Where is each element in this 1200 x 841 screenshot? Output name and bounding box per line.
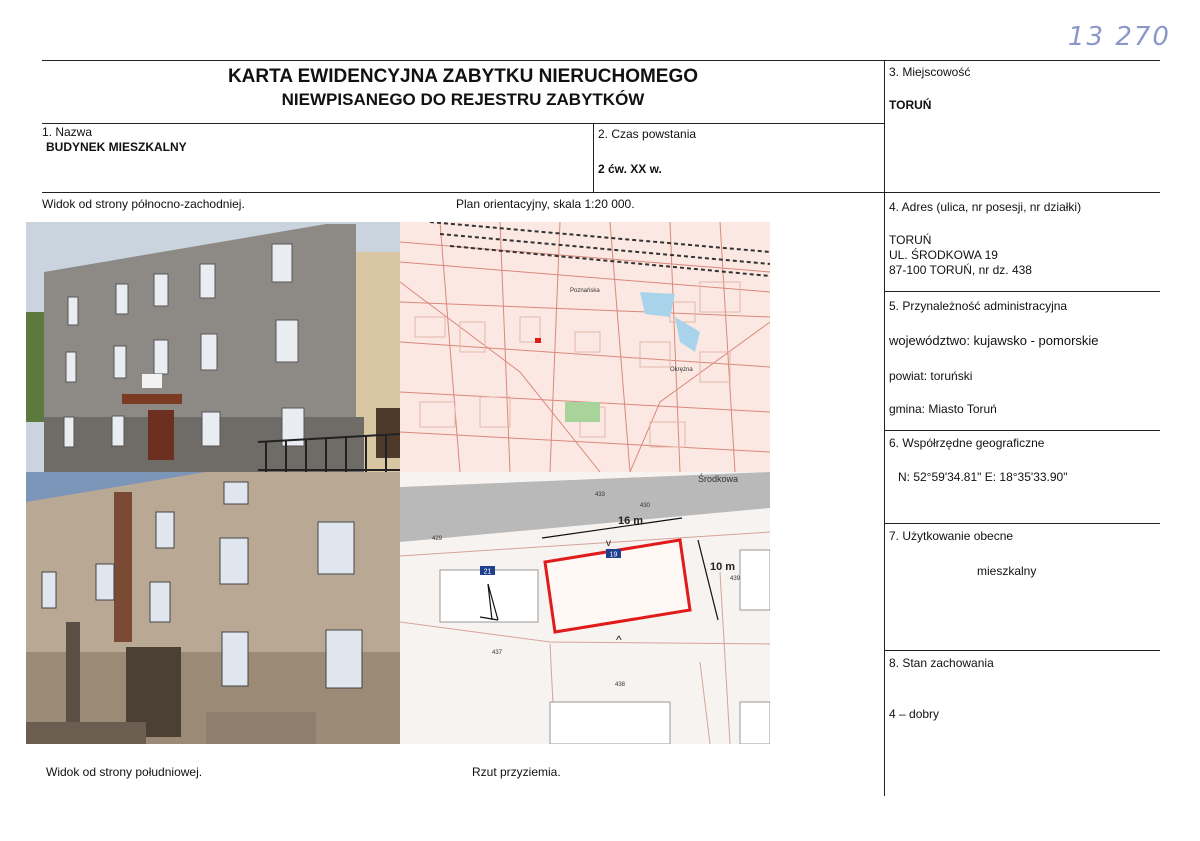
address-label: 4. Adres (ulica, nr posesji, nr działki) [889, 200, 1082, 214]
time-label: 2. Czas powstania [598, 127, 697, 141]
top-rule [42, 60, 1160, 61]
time-value: 2 ćw. XX w. [598, 162, 662, 176]
caption-view-south: Widok od strony południowej. [46, 765, 203, 779]
parcel-label-437: 437 [492, 650, 503, 656]
card-title-line2: NIEWPISANEGO DO REJESTRU ZABYTKÓW [281, 90, 645, 109]
admin-label: 5. Przynależność administracyjna [889, 299, 1068, 313]
photo-northwest-view [26, 222, 400, 472]
parcel-label-438: 438 [615, 682, 626, 688]
street-label: Środkowa [698, 474, 739, 484]
parcel-label-429: 429 [432, 536, 443, 542]
caption-ground-plan: Rzut przyziemia. [472, 765, 561, 779]
use-label: 7. Użytkowanie obecne [889, 529, 1014, 543]
geo-value: N: 52°59'34.81" E: 18°35'33.90" [898, 470, 1068, 484]
parcel-label-433: 433 [595, 492, 606, 498]
neighbor-house-number: 21 [483, 568, 492, 576]
card-title-line1: KARTA EWIDENCYJNA ZABYTKU NIERUCHOMEGO [227, 66, 699, 87]
rule-after-address [884, 291, 1160, 292]
address-line-postal: 87-100 TORUŃ, nr dz. 438 [889, 263, 1032, 277]
parcel-label-430: 430 [640, 503, 651, 509]
width-dimension-label: 16 m [618, 515, 644, 527]
commune-value: gmina: Miasto Toruń [889, 402, 997, 416]
map-street-label-poznanska: Poznańska [570, 288, 600, 294]
depth-dimension-label: 10 m [710, 561, 736, 573]
caption-location-plan: Plan orientacyjny, skala 1:20 000. [456, 197, 635, 211]
rule-after-use [884, 650, 1160, 651]
voivodeship-value: województwo: kujawsko - pomorskie [889, 333, 1099, 348]
handwritten-archive-number: 13 270 [1068, 22, 1171, 52]
rule-after-geo [884, 523, 1160, 524]
name-row-bottom-rule [42, 192, 1160, 193]
entrance-marker-south: ^ [616, 633, 622, 647]
name-value: BUDYNEK MIESZKALNY [46, 140, 187, 154]
use-value: mieszkalny [977, 564, 1037, 578]
rule-after-admin [884, 430, 1160, 431]
name-label: 1. Nazwa [42, 125, 93, 139]
title-bottom-rule [42, 123, 884, 124]
photo-south-view [26, 472, 400, 744]
parcel-label-439: 439 [730, 576, 741, 582]
right-column-divider [884, 60, 885, 796]
condition-label: 8. Stan zachowania [889, 656, 994, 670]
address-line-city: TORUŃ [889, 233, 932, 247]
caption-view-northwest: Widok od strony północno-zachodniej. [42, 197, 245, 211]
location-map [400, 222, 770, 472]
entrance-marker-north: v [606, 538, 611, 549]
condition-value: 4 – dobry [889, 707, 940, 721]
address-line-street: UL. ŚRODKOWA 19 [889, 248, 998, 262]
place-label: 3. Miejscowość [889, 65, 971, 79]
building-house-number: 19 [609, 551, 618, 559]
name-time-divider [593, 123, 594, 192]
place-value: TORUŃ [889, 98, 932, 112]
site-plan [400, 472, 770, 744]
geo-label: 6. Współrzędne geograficzne [889, 436, 1045, 450]
county-value: powiat: toruński [889, 369, 973, 383]
map-street-label-okrezna: Okrężna [670, 367, 693, 373]
